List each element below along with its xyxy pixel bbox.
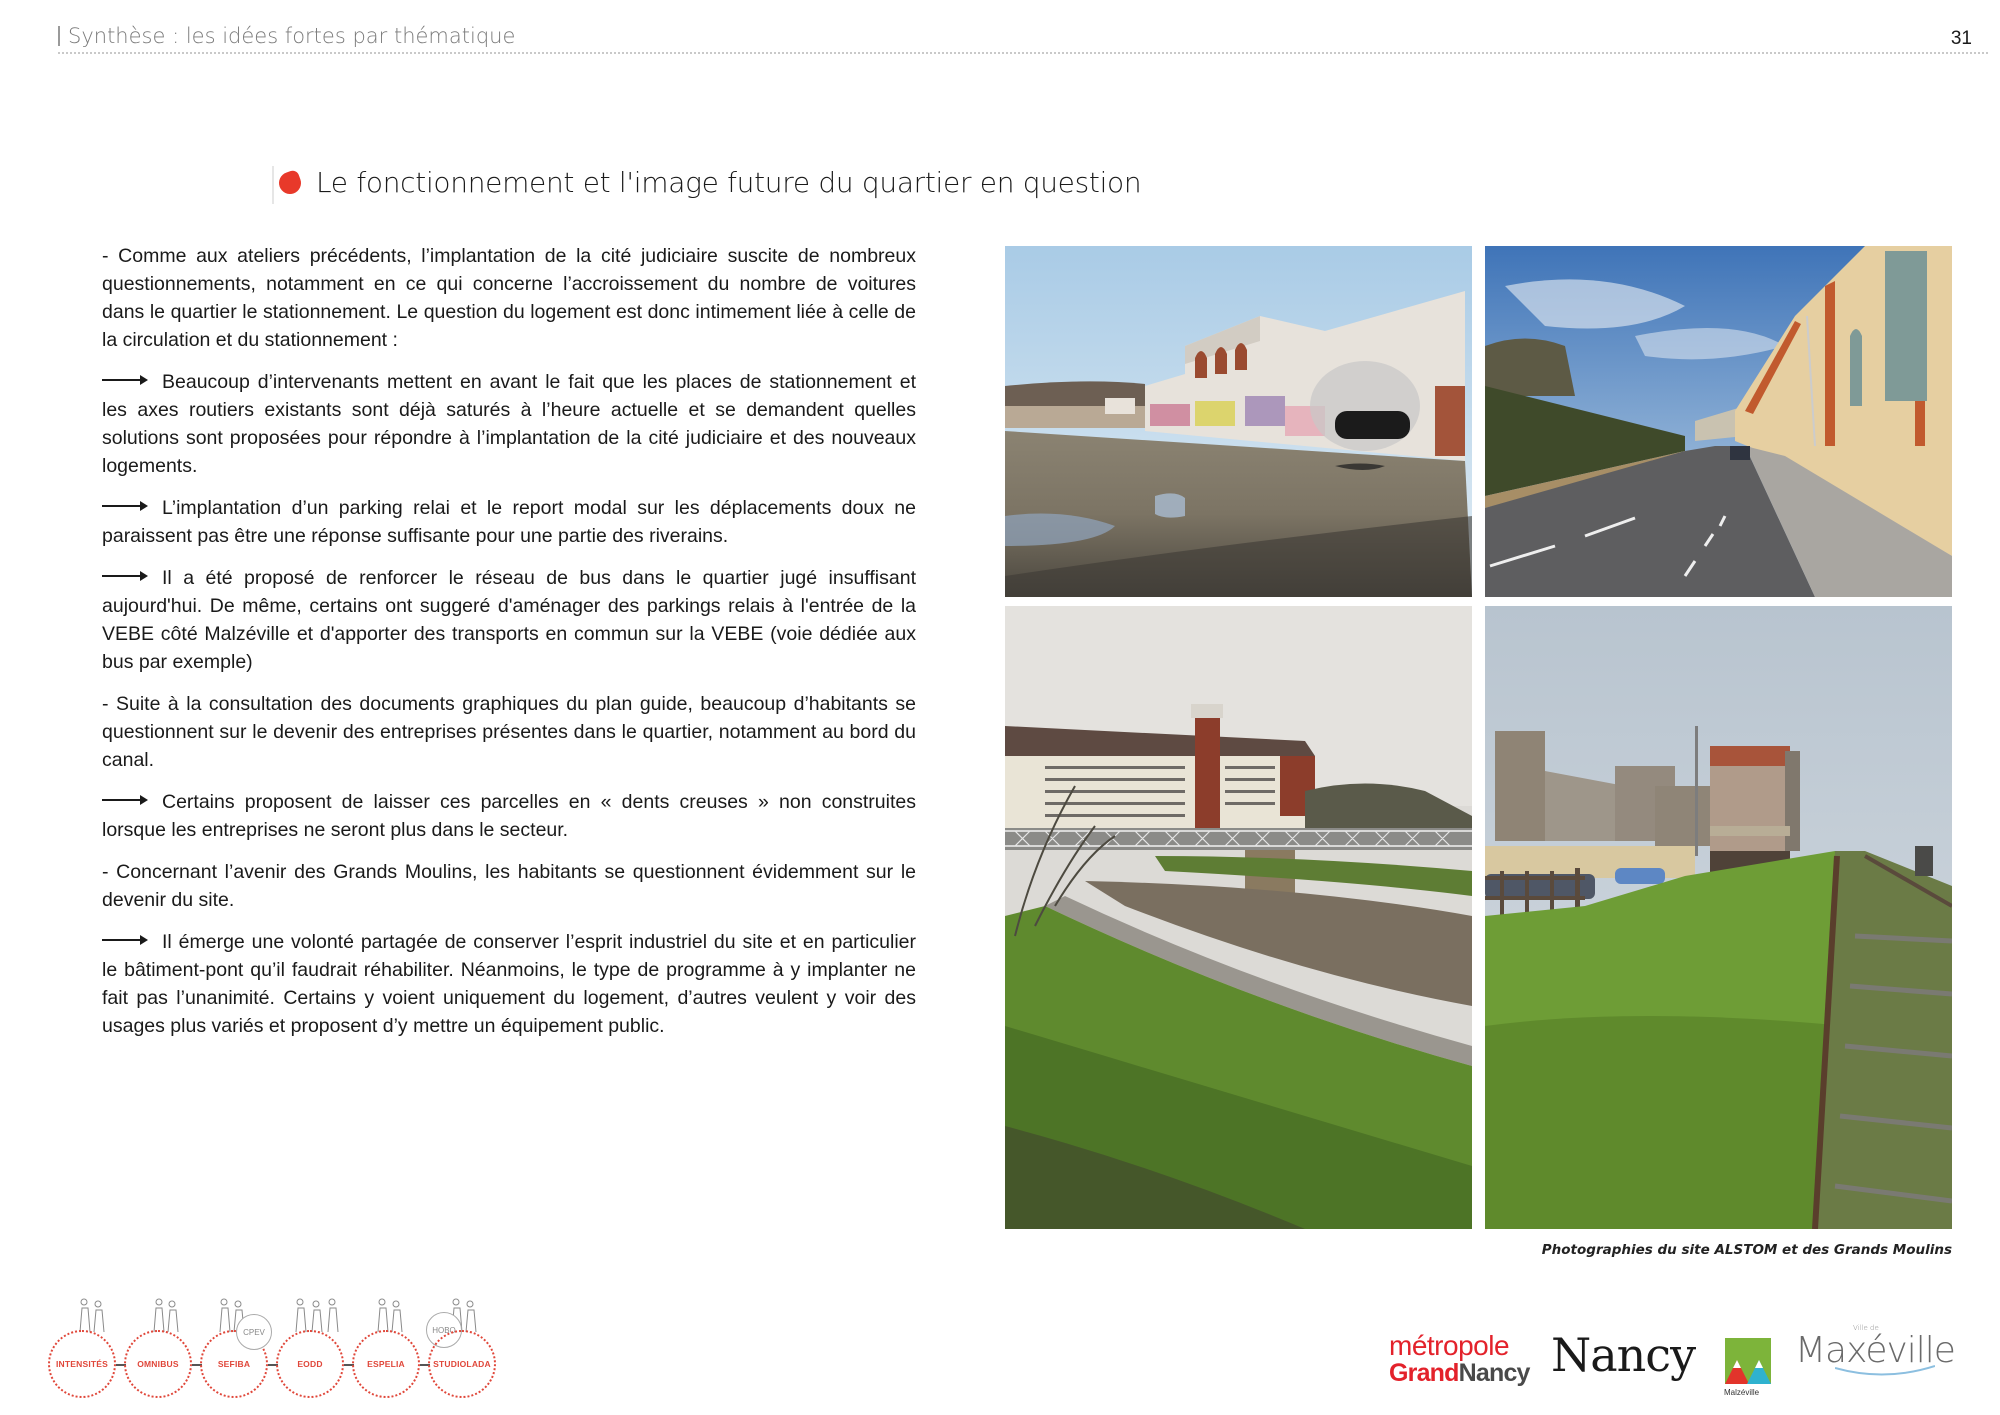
arrow-right-icon bbox=[102, 571, 148, 581]
paragraph-arrow: Certains proposent de laisser ces parcelles en « dents creuses » non construites lorsque les entreprises ne seront plus dans le secteur. bbox=[102, 791, 916, 841]
arrow-right-icon bbox=[102, 501, 148, 511]
team-strip bbox=[46, 1290, 506, 1400]
paragraph-arrow: Il a été proposé de renforcer le réseau de bus dans le quartier jugé insuffisant aujourd'hui. De même, certains ont suggeré d'aménager des parkings relais à l'entrée de la VEBE côté Malzéville et d'apporter des transports en commun sur la VEBE (voie dédiée aux bus par exemple) bbox=[102, 567, 916, 673]
partner-logos bbox=[1375, 1322, 1955, 1402]
arrow-right-icon bbox=[102, 795, 148, 805]
photo-grands-moulins-canal bbox=[1005, 606, 1472, 1229]
people-sketch-icon bbox=[64, 1296, 484, 1332]
page-number: 31 bbox=[1950, 28, 1972, 49]
mountain-icon bbox=[1725, 1338, 1771, 1384]
partner-hobo: HOBO bbox=[426, 1312, 462, 1348]
paragraph-moulins: - Concernant l’avenir des Grands Moulins, les habitants se questionnent évidemment sur le devenir du site. bbox=[102, 861, 916, 911]
paragraph-intro: - Comme aux ateliers précédents, l’implantation de la cité judiciaire suscite de nombreux questionnements, notamment en ce qui concerne l’accroissement du nombre de voitures dans le quartier le stationnement. Le question du logement est donc intimement liée à celle de la circulation et du stationnement : bbox=[102, 245, 916, 351]
team-studiolada: STUDIOLADA bbox=[428, 1330, 496, 1398]
logo-metropole-grand-nancy: métropole GrandNancy bbox=[1389, 1330, 1530, 1387]
logo-nancy: Nancy bbox=[1551, 1328, 1696, 1382]
team-omnibus: OMNIBUS bbox=[124, 1330, 192, 1398]
photo-caption: Photographies du site ALSTOM et des Grands Moulins bbox=[1541, 1242, 1952, 1258]
arrow-right-icon bbox=[102, 375, 148, 385]
arrow-right-icon bbox=[102, 935, 148, 945]
partner-cpev: CPEV bbox=[236, 1314, 272, 1350]
team-sefiba: SEFIBA bbox=[200, 1330, 268, 1398]
logo-maxeville: Ville de Maxéville bbox=[1795, 1330, 1955, 1371]
photo-grands-moulins-railway bbox=[1485, 606, 1952, 1229]
paragraph-companies: - Suite à la consultation des documents graphiques du plan guide, beaucoup d’habitants se questionnent sur le devenir des entreprises présentes dans le quartier, notamment au bord du canal. bbox=[102, 693, 916, 771]
paragraph-arrow: Beaucoup d’intervenants mettent en avant le fait que les places de stationnement et les axes routiers existants sont déjà saturés à l’heure actuelle et se demandent quelles solutions sont proposées pour répondre à l’implantation de la cité judiciaire et des nouveaux logements. bbox=[102, 371, 916, 477]
paragraph-arrow: Il émerge une volonté partagée de conserver l’esprit industriel du site et en particulier le bâtiment-pont qu’il faudrait réhabiliter. Néanmoins, le type de programme à y implanter ne fait pas l’unanimité. Certains y voient uniquement du logement, d’autres veulent y voir des usages plus variés et proposent d’y mettre un équipement public. bbox=[102, 931, 916, 1037]
header-dotted-rule bbox=[58, 52, 1988, 54]
page-header bbox=[58, 22, 1990, 54]
header-divider bbox=[58, 26, 60, 46]
photo-street-brick-building bbox=[1485, 246, 1952, 597]
red-dot-icon bbox=[276, 169, 304, 197]
header-title: Synthèse : les idées fortes par thématique bbox=[68, 24, 516, 48]
photo-alstom-graffiti bbox=[1005, 246, 1472, 597]
paragraph-arrow: L’implantation d’un parking relai et le report modal sur les déplacements doux ne paraissent pas être une réponse suffisante pour une partie des riverains. bbox=[102, 497, 916, 547]
section-divider bbox=[272, 166, 274, 204]
team-intensites: INTENSITÉS bbox=[48, 1330, 116, 1398]
wave-icon bbox=[1835, 1364, 1935, 1378]
team-eodd: EODD bbox=[276, 1330, 344, 1398]
body-text bbox=[102, 242, 916, 1054]
team-espelia: ESPELIA bbox=[352, 1330, 420, 1398]
logo-malzeville: Malzéville bbox=[1725, 1338, 1771, 1400]
section-title: Le fonctionnement et l'image future du quartier en question bbox=[316, 166, 1142, 199]
